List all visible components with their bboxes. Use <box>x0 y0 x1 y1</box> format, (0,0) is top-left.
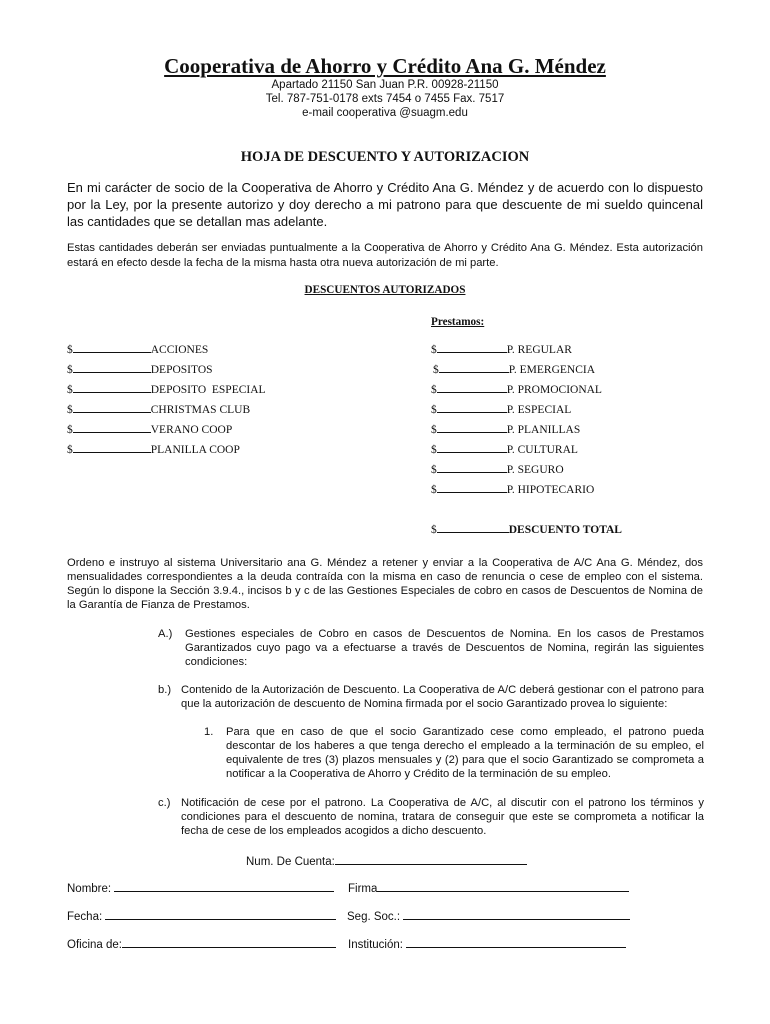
phone-line: Tel. 787-751-0178 exts 7454 o 7455 Fax. 7517 <box>265 93 505 105</box>
amount-blank[interactable] <box>437 382 507 393</box>
clause-c <box>158 796 704 840</box>
currency-sign: $ <box>67 384 73 396</box>
account-label: Num. De Cuenta: <box>246 856 335 868</box>
currency-sign: $ <box>433 364 439 376</box>
currency-sign: $ <box>431 464 437 476</box>
loan-label: P. CULTURAL <box>506 444 578 456</box>
amount-blank[interactable] <box>73 362 151 373</box>
clause-b1 <box>204 725 704 783</box>
date-line[interactable] <box>105 907 336 920</box>
clause-b1-marker: 1. <box>204 726 214 738</box>
loans-heading: Prestamos: <box>431 316 485 328</box>
document-title: HOJA DE DESCUENTO Y AUTORIZACION <box>240 149 530 165</box>
loan-label: P. PLANILLAS <box>506 424 581 436</box>
currency-sign: $ <box>67 444 73 456</box>
clause-a-marker: A.) <box>158 628 173 640</box>
ssn-line[interactable] <box>403 907 630 920</box>
institution-label: Institución: <box>348 939 403 951</box>
loan-label: P. EMERGENCIA <box>508 364 596 376</box>
signature-field <box>348 879 629 895</box>
currency-sign: $ <box>431 344 437 356</box>
loan-row <box>431 462 564 476</box>
amount-blank[interactable] <box>73 422 151 433</box>
currency-sign: $ <box>431 424 437 436</box>
deduction-row <box>67 422 232 436</box>
email-line: e-mail cooperativa @suagm.edu <box>302 107 468 119</box>
account-field <box>246 852 527 868</box>
deduction-label: VERANO COOP <box>150 424 233 436</box>
date-field <box>67 907 336 923</box>
deduction-label: ACCIONES <box>150 344 209 356</box>
deduction-label: DEPOSITO ESPECIAL <box>150 384 266 396</box>
clause-c-marker: c.) <box>158 797 171 809</box>
name-label: Nombre: <box>67 883 112 895</box>
loan-row <box>431 402 571 416</box>
loan-row <box>431 382 602 396</box>
loan-label: P. REGULAR <box>506 344 572 356</box>
currency-sign: $ <box>67 424 73 436</box>
loan-label: P. HIPOTECARIO <box>506 484 595 496</box>
clause-b-text: Contenido de la Autorización de Descuento. La Cooperativa de A/C deberá gestionar con el patrono para que la autorización de descuento de Nomina firmada por el socio Garantizado provea lo siguiente: <box>181 684 704 710</box>
clause-b <box>158 683 704 713</box>
instruction-paragraph: Ordeno e instruyo al sistema Universitario ana G. Méndez a retener y enviar a la Cooperativa de A/C Ana G. Méndez, dos mensualidades correspondientes a la deuda contraída con la misma en caso de renuncia o cese de empleo con el sistema. Según lo dispone la Sección 3.9.4., incisos b y c de las Gestiones Especiales de cobro en casos de Descuentos de Nomina de la Garantía de Fianza de Prestamos. <box>67 557 703 611</box>
loan-row <box>431 442 578 456</box>
signature-label: Firma <box>348 883 378 895</box>
amount-blank[interactable] <box>437 482 507 493</box>
loan-row <box>431 342 572 356</box>
loan-label: P. PROMOCIONAL <box>506 384 602 396</box>
total-amount-blank[interactable] <box>437 522 509 533</box>
loan-row <box>431 422 580 436</box>
deduction-label: CHRISTMAS CLUB <box>150 404 251 416</box>
loan-label: P. SEGURO <box>506 464 564 476</box>
deductions-section-title: DESCUENTOS AUTORIZADOS <box>304 284 466 296</box>
deduction-row <box>67 402 250 416</box>
office-label: Oficina de: <box>67 939 122 951</box>
amount-blank[interactable] <box>437 402 507 413</box>
total-row <box>431 522 622 536</box>
currency-sign: $ <box>431 444 437 456</box>
amount-blank[interactable] <box>437 462 507 473</box>
currency-sign: $ <box>431 484 437 496</box>
institution-line[interactable] <box>406 935 626 948</box>
ssn-label: Seg. Soc.: <box>347 911 401 923</box>
organization-name: Cooperativa de Ahorro y Crédito Ana G. Méndez <box>164 54 606 78</box>
amount-blank[interactable] <box>73 342 151 353</box>
deduction-label: DEPOSITOS <box>150 364 213 376</box>
account-line[interactable] <box>335 852 527 865</box>
deduction-row <box>67 382 266 396</box>
clause-b-marker: b.) <box>158 684 172 696</box>
date-label: Fecha: <box>67 911 103 923</box>
deduction-label: PLANILLA COOP <box>150 444 240 456</box>
clause-c-text: Notificación de cese por el patrono. La Cooperativa de A/C, al discutir con el patrono los términos y condiciones para el descuento de nomina, tratara de conseguir que este se comprometa a notificar la fecha de cese de los empleados acogidos a dicho descuento. <box>181 797 704 837</box>
name-line[interactable] <box>114 879 334 892</box>
amount-blank[interactable] <box>437 342 507 353</box>
amount-blank[interactable] <box>73 442 151 453</box>
office-field <box>67 935 336 951</box>
deduction-row <box>67 442 240 456</box>
total-label: DESCUENTO TOTAL <box>508 524 622 536</box>
office-line[interactable] <box>122 935 336 948</box>
signature-line[interactable] <box>377 879 629 892</box>
loan-label: P. ESPECIAL <box>506 404 572 416</box>
loan-row <box>431 482 594 496</box>
notice-paragraph: Estas cantidades deberán ser enviadas puntualmente a la Cooperativa de Ahorro y Crédito Ana G. Méndez. Esta autorización estará en efecto desde la fecha de la misma hasta otra nueva autorización de mi parte. <box>67 242 703 269</box>
amount-blank[interactable] <box>73 402 151 413</box>
currency-sign: $ <box>431 384 437 396</box>
ssn-field <box>347 907 630 923</box>
deduction-row <box>67 342 208 356</box>
clause-a-text: Gestiones especiales de Cobro en casos de Descuentos de Nomina. En los casos de Prestamos Garantizados cuyo pago va a efectuarse a través de Descuentos de Nomina, regirán las siguientes condiciones: <box>185 628 704 668</box>
name-field <box>67 879 334 895</box>
currency-sign: $ <box>67 344 73 356</box>
deduction-row <box>67 362 213 376</box>
amount-blank[interactable] <box>437 442 507 453</box>
clause-b1-text: Para que en caso de que el socio Garantizado cese como empleado, el patrono pueda descontar de los haberes a que tenga derecho el empleado a la terminación de su empleo, el equivalente de tres (3) plazos mensuales y (2) para que el socio Garantizado se comprometa a notificar a la Cooperativa de Ahorro y Crédito de la terminación de su empleo. <box>226 726 704 780</box>
intro-paragraph: En mi carácter de socio de la Cooperativa de Ahorro y Crédito Ana G. Méndez y de acuerdo con lo dispuesto por la Ley, por la presente autorizo y doy derecho a mi patrono para que descuente de mi sueldo quincenal las cantidades que se detallan mas adelante. <box>67 180 703 229</box>
clause-a <box>158 627 704 671</box>
currency-sign: $ <box>431 404 437 416</box>
address-line: Apartado 21150 San Juan P.R. 00928-21150 <box>271 79 499 91</box>
currency-sign: $ <box>67 404 73 416</box>
institution-field <box>348 935 626 951</box>
amount-blank[interactable] <box>439 362 509 373</box>
amount-blank[interactable] <box>437 422 507 433</box>
currency-sign: $ <box>431 524 437 536</box>
amount-blank[interactable] <box>73 382 151 393</box>
currency-sign: $ <box>67 364 73 376</box>
loan-row <box>433 362 595 376</box>
